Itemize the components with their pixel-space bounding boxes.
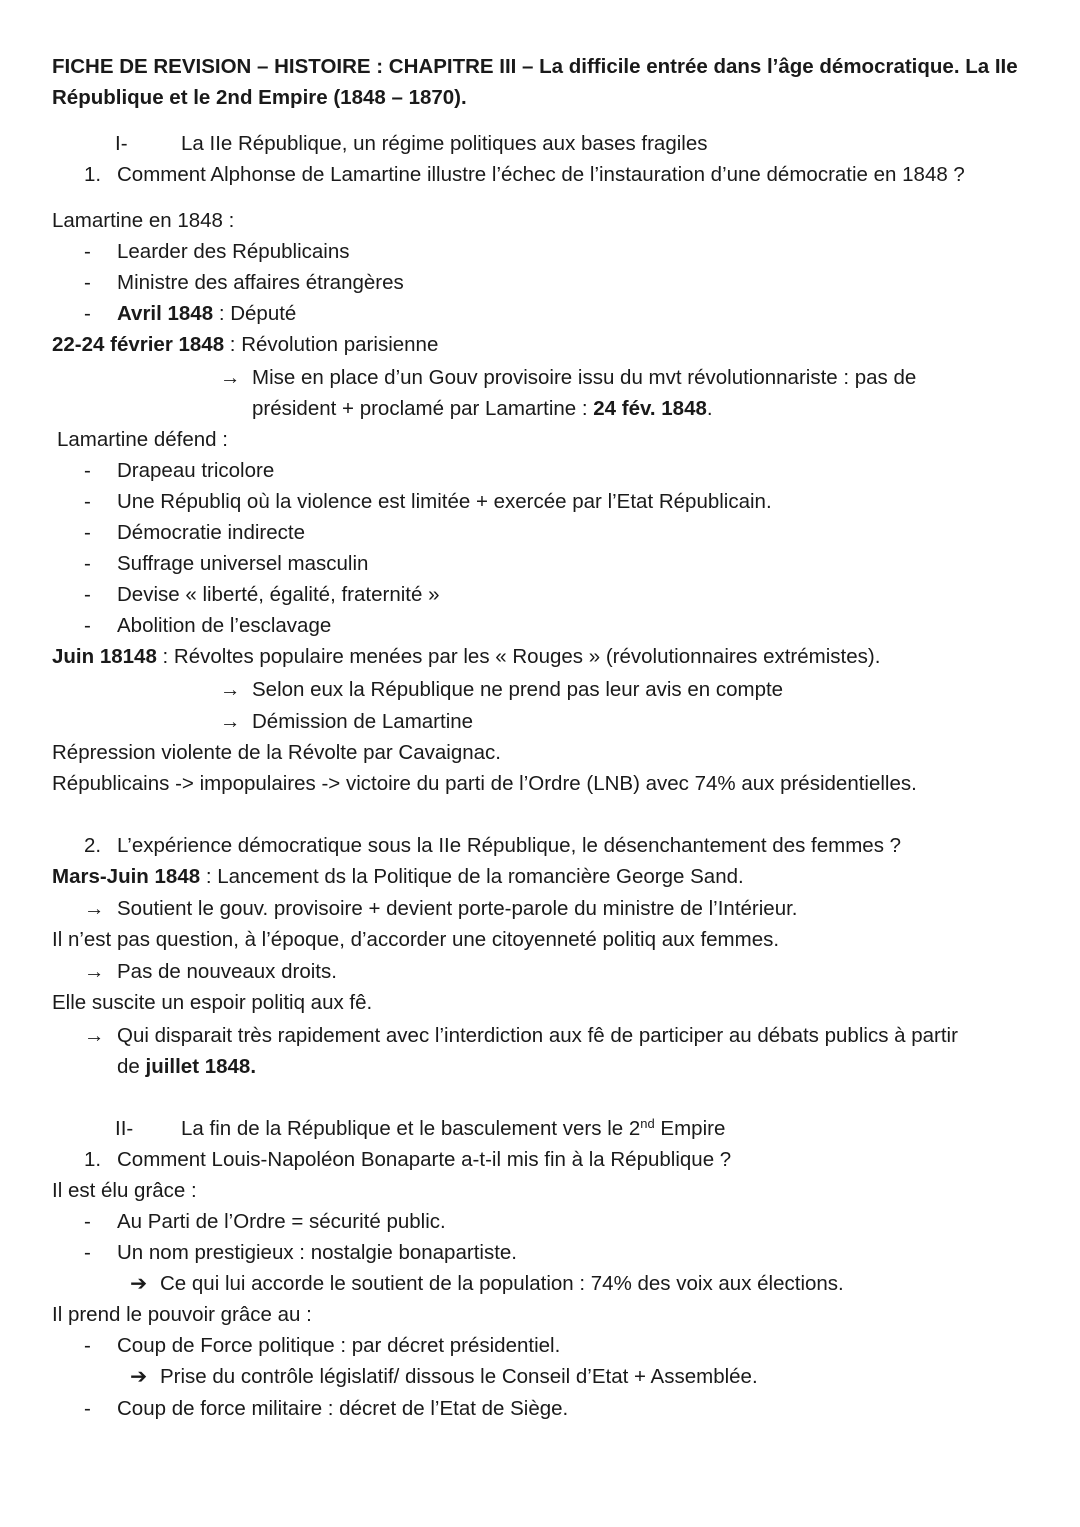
power-item: Coup de Force politique : par décret présidentiel. xyxy=(117,1334,561,1357)
defends-item: Suffrage universel masculin xyxy=(117,552,369,575)
section-1-numeral: I- xyxy=(115,132,128,155)
event-march xyxy=(52,864,744,890)
arrow-icon: → xyxy=(220,678,241,701)
event-date: Mars-Juin 1848 xyxy=(52,865,201,888)
elected-item: Au Parti de l’Ordre = sécurité public. xyxy=(117,1210,446,1233)
event-june xyxy=(52,644,880,670)
doc-title-line-1: FICHE DE REVISION – HISTOIRE : CHAPITRE III – La difficile entrée dans l’âge démocratique. La IIe xyxy=(52,55,1018,78)
repression-line: Répression violente de la Révolte par Cavaignac. xyxy=(52,741,501,764)
defends-item: Abolition de l’esclavage xyxy=(117,614,332,637)
event-text: : Lancement ds la Politique de la romancière George Sand. xyxy=(200,865,744,888)
republicans-line: Républicains -> impopulaires -> victoire du parti de l’Ordre (LNB) avec 74% aux présidentielles. xyxy=(52,772,917,795)
event-text: : Révoltes populaire menées par les « Rouges » (révolutionnaires extrémistes). xyxy=(156,645,881,668)
power-heading: Il prend le pouvoir grâce au : xyxy=(52,1303,312,1326)
bullet-dash: - xyxy=(84,1334,91,1357)
june-consequence: Démission de Lamartine xyxy=(252,710,474,733)
role-date: Avril 1848 xyxy=(117,302,214,325)
elected-heading: Il est élu grâce : xyxy=(52,1179,197,1202)
section-1-sub-2-title: L’expérience démocratique sous la IIe République, le désenchantement des femmes ? xyxy=(117,834,902,857)
elected-consequence: Ce qui lui accorde le soutient de la population : 74% des voix aux élections. xyxy=(160,1272,844,1295)
role-item: Learder des Républicains xyxy=(117,240,350,263)
consequence-text: de xyxy=(117,1055,146,1078)
section-1-sub-1-number: 1. xyxy=(84,163,102,186)
elected-item: Un nom prestigieux : nostalgie bonapartiste. xyxy=(117,1241,517,1264)
consequence-date: 24 fév. 1848 xyxy=(593,397,707,420)
bullet-dash: - xyxy=(84,240,91,263)
citizenship-line: Il n’est pas question, à l’époque, d’accorder une citoyenneté politiq aux femmes. xyxy=(52,928,780,951)
event-date: 22-24 février 1848 xyxy=(52,333,225,356)
section-2-sub-1-title: Comment Louis-Napoléon Bonaparte a-t-il mis fin à la République ? xyxy=(117,1148,732,1171)
june-consequence: Selon eux la République ne prend pas leur avis en compte xyxy=(252,678,784,701)
hope-consequence-line-2 xyxy=(117,1054,256,1080)
bullet-dash: - xyxy=(84,1210,91,1233)
defends-heading: Lamartine défend : xyxy=(57,428,228,451)
section-2-sub-1-number: 1. xyxy=(84,1148,102,1171)
section-2-title-sup: nd xyxy=(640,1116,655,1131)
defends-item: Une Républiq où la violence est limitée + exercée par l’Etat Républicain. xyxy=(117,490,772,513)
bullet-dash: - xyxy=(84,271,91,294)
citizenship-consequence: Pas de nouveaux droits. xyxy=(117,960,337,983)
section-1-sub-1-title: Comment Alphonse de Lamartine illustre l’échec de l’instauration d’une démocratie en 1848 ? xyxy=(117,163,965,186)
event-consequence-line-1: Mise en place d’un Gouv provisoire issu du mvt révolutionnariste : pas de xyxy=(252,366,917,389)
defends-item: Démocratie indirecte xyxy=(117,521,305,544)
consequence-date: juillet 1848. xyxy=(145,1055,257,1078)
defends-item: Devise « liberté, égalité, fraternité » xyxy=(117,583,440,606)
arrow-icon: → xyxy=(84,897,105,920)
section-2-numeral: II- xyxy=(115,1117,134,1140)
power-consequence: Prise du contrôle législatif/ dissous le Conseil d’Etat + Assemblée. xyxy=(160,1365,758,1388)
bullet-dash: - xyxy=(84,1397,91,1420)
role-text: : Député xyxy=(213,302,297,325)
section-2-title xyxy=(181,1116,725,1142)
heavy-arrow-icon: ➔ xyxy=(130,1365,148,1388)
power-item: Coup de force militaire : décret de l’Etat de Siège. xyxy=(117,1397,569,1420)
section-2-title-text: La fin de la République et le basculement vers le 2 xyxy=(181,1117,641,1140)
consequence-end: . xyxy=(706,397,713,420)
arrow-icon: → xyxy=(220,366,241,389)
section-2-title-end: Empire xyxy=(654,1117,726,1140)
lamartine-heading: Lamartine en 1848 : xyxy=(52,209,235,232)
bullet-dash: - xyxy=(84,614,91,637)
bullet-dash: - xyxy=(84,302,91,325)
event-date: Juin 18148 xyxy=(52,645,157,668)
bullet-dash: - xyxy=(84,583,91,606)
heavy-arrow-icon: ➔ xyxy=(130,1272,148,1295)
role-item xyxy=(117,301,296,327)
event-consequence-line-2 xyxy=(252,396,713,422)
section-1-title: La IIe République, un régime politiques aux bases fragiles xyxy=(181,132,708,155)
bullet-dash: - xyxy=(84,521,91,544)
hope-consequence-line-1: Qui disparait très rapidement avec l’interdiction aux fê de participer au débats publics à partir xyxy=(117,1024,958,1047)
arrow-icon: → xyxy=(84,960,105,983)
arrow-icon: → xyxy=(84,1024,105,1047)
bullet-dash: - xyxy=(84,1241,91,1264)
bullet-dash: - xyxy=(84,490,91,513)
doc-title-line-2: République et le 2nd Empire (1848 – 1870). xyxy=(52,86,467,109)
event-text: : Révolution parisienne xyxy=(224,333,439,356)
defends-item: Drapeau tricolore xyxy=(117,459,275,482)
event-february xyxy=(52,332,438,358)
role-item: Ministre des affaires étrangères xyxy=(117,271,404,294)
hope-line: Elle suscite un espoir politiq aux fê. xyxy=(52,991,373,1014)
consequence-text: président + proclamé par Lamartine : xyxy=(252,397,594,420)
section-1-sub-2-number: 2. xyxy=(84,834,102,857)
march-consequence: Soutient le gouv. provisoire + devient porte-parole du ministre de l’Intérieur. xyxy=(117,897,798,920)
bullet-dash: - xyxy=(84,459,91,482)
arrow-icon: → xyxy=(220,710,241,733)
bullet-dash: - xyxy=(84,552,91,575)
